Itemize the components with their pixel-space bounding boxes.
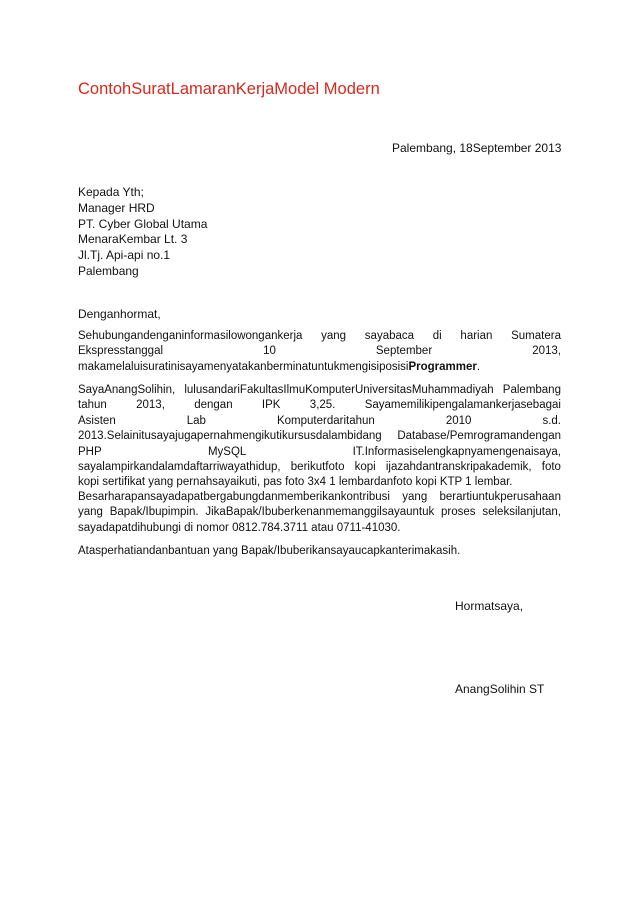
word: September: [375, 345, 433, 358]
paragraph-line: sayadapatdihubungi di nomor 0812.784.3711 atau 0711-41030.: [78, 521, 401, 534]
word: lulusandariFakultasIlmuKomputerUniversitasMuhammadiyah: [184, 384, 494, 396]
word: Sumatera: [511, 330, 561, 342]
word: JikaBapak/Ibuberkenanmemanggilsayauntuk: [205, 506, 435, 519]
word: tahun: [78, 399, 107, 412]
recipient-line: Jl.Tj. Api-api no.1: [78, 248, 171, 263]
position-name: Programmer: [408, 360, 477, 373]
word: 2013,: [136, 399, 165, 412]
recipient-line: PT. Cyber Global Utama: [78, 216, 208, 231]
word: Komputerdaritahun: [276, 414, 375, 427]
word: foto: [541, 460, 561, 473]
salutation: Denganhormat,: [78, 307, 161, 321]
word: Database/Pemrogramandengan: [397, 430, 561, 443]
word: PHP: [78, 445, 102, 458]
line-end: .: [476, 360, 481, 373]
word: di: [432, 330, 442, 342]
word: Lab: [186, 414, 206, 427]
recipient-line: Manager HRD: [78, 200, 155, 215]
word: berikutfoto: [290, 460, 345, 473]
word: s.d.: [542, 414, 561, 427]
recipient-line: MenaraKembar Lt. 3: [78, 232, 188, 247]
paragraph-line: [78, 505, 561, 520]
word: proses: [441, 506, 476, 519]
word: ijazahdantranskripakademik,: [385, 460, 532, 473]
word: seleksilanjutan,: [482, 506, 561, 519]
word: harian: [460, 330, 493, 342]
word: yang: [402, 491, 428, 503]
word: Bapak/Ibupimpin.: [109, 506, 199, 519]
word: 2010: [445, 414, 472, 427]
word: Besarharapansayadapatbergabungdanmemberikankontribusi: [78, 491, 390, 503]
letter-title: ContohSuratLamaranKerjaModel Modern: [78, 80, 380, 98]
word: Palembang: [502, 384, 561, 396]
paragraph-line: [78, 398, 561, 413]
word: 3,25.: [309, 399, 336, 412]
letter-date: Palembang, 18September 2013: [392, 141, 562, 155]
word: 2013.Selainitusayajugapernahmengikutikursusdalambidang: [78, 430, 382, 443]
word: dengan: [194, 399, 233, 412]
paragraph-line: [78, 429, 561, 444]
word: sayabaca: [364, 330, 415, 342]
word: yang: [321, 330, 347, 342]
word: 10: [263, 345, 276, 358]
paragraph-hope: [78, 490, 561, 536]
paragraph-line: [78, 490, 561, 505]
word: 2013,: [532, 345, 561, 358]
paragraph-line: [78, 360, 561, 375]
word: Ekspresstanggal: [78, 345, 164, 358]
paragraph-line: Atasperhatiandanbantuan yang Bapak/Ibuberikansayaucapkanterimakasih.: [78, 545, 461, 557]
recipient-block: [78, 185, 207, 280]
paragraph-line: [78, 329, 561, 344]
word: IPK: [261, 399, 281, 412]
word: Sayamemilikipengalamankerjasebagai: [364, 399, 561, 412]
word: MySQL: [207, 445, 247, 458]
word: IT.Informasiselengkapnyamengenaisaya,: [352, 445, 561, 458]
line-text: makamelaluisuratinisayamenyatakanberminatuntukmengisiposisi: [78, 360, 409, 373]
word: kopi: [354, 460, 376, 473]
word: Sehubungandenganinformasilowongankerja: [78, 330, 303, 342]
paragraph-line: [78, 344, 561, 359]
recipient-line: Palembang: [78, 263, 139, 278]
word: SayaAnangSolihin,: [78, 384, 176, 396]
word: sayalampirkandalamdaftarriwayathidup,: [78, 460, 281, 473]
paragraph-line: [78, 383, 561, 398]
recipient-line: Kepada Yth;: [78, 185, 144, 199]
paragraph-line: [78, 460, 561, 475]
paragraph-intro: [78, 329, 561, 375]
closing-text: Hormatsaya,: [455, 599, 524, 613]
paragraph-line: [78, 445, 561, 460]
word: yang: [78, 506, 103, 519]
paragraph-line: kopi sertifikat yang pernahsayaikuti, pas foto 3x4 1 lembardanfoto kopi KTP 1 lembar.: [78, 476, 513, 489]
word: berartiuntukperusahaan: [439, 491, 561, 503]
paragraph-thanks: [78, 544, 561, 559]
word: Asisten: [78, 414, 116, 427]
paragraph-profile: [78, 383, 561, 491]
signature-name: AnangSolihin ST: [455, 682, 545, 696]
paragraph-line: [78, 414, 561, 429]
